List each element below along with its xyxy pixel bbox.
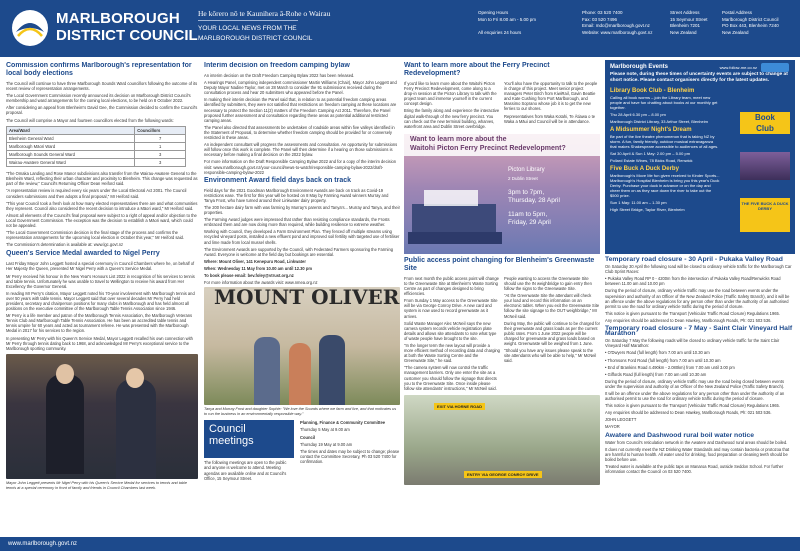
opening-hours-block bbox=[478, 10, 536, 36]
events-website-link[interactable]: www.follow-me.co.nz bbox=[719, 65, 757, 70]
banner-title-line1: Want to learn more about the bbox=[410, 135, 507, 143]
notice-paragraph: During the period of closure, ordinary vehicle traffic may use the road between events under the supervision and authority of an Officer of the New Zealand Police (Traffic Safety Branch), and it will be an offence under the above regulations for any person other than under the authority of an authorised permit to use the road for ordinary vehicle traffic during the period of closure. bbox=[605, 288, 790, 309]
book-club-badge: Book Club bbox=[740, 112, 790, 134]
article-paragraph: The 200 hectare dairy farm with was farming by Murray's parents and Tanya's... Murray and Tanya, and their properties. bbox=[204, 204, 400, 216]
article-title-environment-awards: Environment Award field days back on track bbox=[204, 176, 352, 184]
street-address-block bbox=[670, 10, 708, 36]
photo-caption: Tanya and Murray Frost and daughter Sophie: "We love the Sounds where we farm and live, and that motivates us to run the business in an environmentally responsible way." bbox=[204, 407, 397, 417]
mount-oliver-sign: MOUNT OLIVER bbox=[214, 287, 400, 310]
brand-name-line2: DISTRICT COUNCIL bbox=[56, 27, 198, 44]
awards-info-link[interactable]: For more information about the awards visit: www.nmea.org.nz bbox=[204, 280, 318, 286]
article-paragraph: If you'd like to learn more about the Waitohi Picton Ferry Precinct Redevelopment, come along to a drop-in session at the Picton Library to talk with the project team and immerse yourself in the current concept design. bbox=[404, 81, 497, 107]
article-paragraph: Mr Perry is a life member and patron of the Marlborough Tennis Association, the Marlborough Veterans Tennis Club and Marlborough Table Tennis Association. He has been an accredited table tennis and tennis umpire for 60 years and acted as tournament referee. He was presented with the Marlborough Medal in 2017 for his services to the region. bbox=[6, 313, 193, 334]
column-road-notices bbox=[605, 254, 795, 534]
article-paragraph: The Commission's determination is available at: www.lgc.govt.nz bbox=[6, 242, 124, 248]
article-paragraph: "The camera system will now control the traffic management barriers. Only one enter the site as a customer you should follow the signage that directs you to the Greenwaste Site. Once inside please follow site attendants' instructions," Mr McNeil said. bbox=[404, 365, 497, 391]
notice-paragraph: It will be an offence under the above regulations for any person other than under the authority of an authorised permit to use the road for ordinary vehicle traffic during the period of closure. bbox=[605, 390, 785, 402]
meetings-intro: The following meetings are open to the public and anyone is welcome to attend. Meeting agendas are available online and at Council's Office, 15 Seymour Street. bbox=[204, 460, 287, 481]
notice-paragraph: • Giffords Road (full length) from 7.00 am until 10.30 am bbox=[605, 371, 707, 377]
banner-date: Thursday, 28 April bbox=[508, 196, 560, 204]
entry-sign: ENTRY VIA GEORGE CONROY DRIVE bbox=[464, 471, 542, 478]
event-when: Thu 28 April 6.30 pm – 8.00 pm bbox=[610, 111, 666, 117]
banner-title-line2: Waitohi Picton Ferry Precinct Redevelopment? bbox=[410, 144, 566, 152]
event-title: Library Book Club - Blenheim bbox=[610, 87, 695, 94]
article-paragraph: From next month the public access point will change to the Greenwaste Site at Blenheim's Waste Sorting Centre as part of changes designed to bring efficiencies. bbox=[404, 275, 499, 297]
event-title: A Midsummer Night's Dream bbox=[610, 126, 692, 133]
notice-paragraph: Treated water is available at the public taps on Manaroa Road, outside Seddon School. For further information contact the Council on 03 520 7400. bbox=[605, 464, 784, 475]
postal-line1: Marlborough District Council bbox=[722, 16, 779, 22]
article-paragraph: An independent consultant will progress the assessments and consultation. An opportunity for submissions will follow once this work is complete. The Panel will then determine if a hearing on those submissions is necessary before making a final decision on the 2022 bylaw. bbox=[204, 142, 398, 158]
event-where: High Street Bridge, Taylor River, Blenheim bbox=[610, 206, 685, 212]
article-paragraph: The Panel also directed that assessments be undertaken of roadside areas within five valleys identified in the Statement of Proposal, to determine whether freedom camping should be provided for or conversely restricted in these areas. bbox=[204, 124, 395, 141]
article-paragraph: Mr Perry received his honour in the New Year's Honours List 2022 in recognition of his services to tennis and table tennis. Unfortunately he was unable to travel to Wellington to receive his award from Her Excellency the Governor General. bbox=[6, 273, 195, 289]
footer-bar bbox=[0, 537, 800, 551]
article-paragraph: An interim decision on the Draft Freedom Camping Bylaw 2022 has been released. bbox=[204, 73, 355, 78]
notice-signature-title: MAYOR bbox=[605, 424, 620, 430]
field-day-where: Where: Mount Oliver, 141 Kenepuru Road, Linkwater bbox=[204, 258, 306, 264]
exit-sign: EXIT VIA HORNE ROAD bbox=[434, 403, 485, 410]
postal-line3: New Zealand bbox=[722, 29, 749, 35]
article-paragraph: You'll also have the opportunity to talk to the people in charge of this project. Meet senior project managers Peter Birch from KiwiRail, Gavin Beattie and Kate Cushing from Port Marlborough, and Massimo Soprano whose job it is to get the new ferries to our shores. bbox=[504, 81, 598, 112]
your-local-news-line2: MARLBOROUGH DISTRICT COUNCIL bbox=[198, 35, 313, 42]
notice-paragraph: Any enquiries should be addressed to Dean Hawkey, Marlborough Roads, Ph: 021 503 536. bbox=[605, 410, 772, 416]
notice-title-pukaka: Temporary road closure - 30 April - Pukaka Valley Road bbox=[605, 256, 783, 263]
article-paragraph: After considering an appeal from Blenheim's David Gee, the Commission decided to confirm the Council's proposal. bbox=[6, 105, 198, 116]
notice-paragraph: • Pukaka Valley Road RP 0 - 4200m from the intersection of Pukaka Valley Road/Renwicks Road between 11.00 am and 10.00 pm bbox=[605, 276, 781, 287]
article-paragraph: The Farming Award judges were impressed that rather than resisting compliance standards, the Frosts embraced them and are now doing more than required, while building resilience to extreme weather. bbox=[204, 217, 390, 228]
event-title: Five Buck A Duck Derby bbox=[610, 165, 679, 172]
table-row: Blenheim General Ward 7 bbox=[7, 134, 186, 142]
meeting-title: Planning, Finance & Community Committee bbox=[300, 420, 386, 426]
article-paragraph: From Sunday 1 May access to the Greenwaste Site will be via George Conroy Drive. A new card and system is now used to record greenwaste as it arrives. bbox=[404, 298, 498, 319]
website-link[interactable]: Website: www.marlborough.govt.nz bbox=[582, 29, 653, 35]
event-when: Sat 30 April & Sun 1 May: 2.00 pm – 5.00 pm bbox=[610, 150, 691, 156]
article-paragraph: Solid Waste Manager Alec McNeil says the new camera system records vehicle registration plate details and allows site attendants to note what type of waste people have brought to the site. bbox=[404, 320, 497, 341]
notice-paragraph: Any enquiries should be addressed to Dean Hawkey, Marlborough Roads, Ph: 021 503 536. bbox=[605, 317, 772, 323]
qsm-ceremony-photo bbox=[6, 354, 198, 479]
phone-number: Phone: 03 520 7400 bbox=[582, 10, 623, 15]
article-paragraph: The Council will continue to have three Marlborough Sounds Ward councillors following the outcome of its recent review of representation arrangements. bbox=[6, 81, 198, 92]
article-paragraph: The Environment Awards are supported by the Council, with Federated Farmers sponsoring the Farming Award. Everyone is welcome at the field day but bookings are essential. bbox=[204, 246, 394, 257]
banner-venue-address: 2 Dublin Street bbox=[508, 175, 538, 181]
theatre-photo bbox=[740, 152, 790, 180]
article-paragraph: Field days for the 2021 Goodman Marlborough Environment Awards are back on track as Covid-19 restrictions ease. The first for this year will be hosted on 8 May by Farming Award winners Murray and Tanya Frost, who have turned around their Linkwater dairy property. bbox=[204, 187, 389, 203]
meeting-date: Thursday 5 May at 9.00 am bbox=[300, 427, 350, 433]
field-day-when: When: Wednesday 11 May from 10.00 am until 12.30 pm bbox=[204, 265, 312, 271]
article-paragraph: The Council will comprise a Mayor and fourteen councillors elected from the following wards: bbox=[6, 117, 174, 123]
notice-paragraph: It does not currently meet the NZ Drinking Water Standards and may contain bacteria or protozoa that are harmful to human health. All water used for drinking, food preparation or cleaning teeth should be boiled before use. bbox=[605, 446, 790, 462]
notice-paragraph: On Saturday 30 April the following road will be closed to ordinary vehicle traffic for the Marlborough Car Club Sprint Races: bbox=[605, 264, 792, 275]
events-heading: Marlborough Events bbox=[610, 64, 669, 70]
opening-hours-value: Mon to Fri 8.00 am - 5.00 pm bbox=[478, 16, 537, 22]
event-where: Pollard Estate Wines, 78 Bicks Road, Renwick bbox=[610, 157, 693, 163]
street-line2: Blenheim 7201 bbox=[670, 23, 701, 29]
article-paragraph: "In the longer term the new layout will provide a more efficient method of recording data and charging at both the Waste Sorting Centre and the Greenwaste Site," he said. bbox=[404, 342, 500, 364]
frost-family-photo bbox=[204, 287, 400, 405]
column-representation bbox=[6, 62, 198, 534]
your-local-news-line1: YOUR LOCAL NEWS FROM THE bbox=[198, 25, 297, 32]
banner-time: 11am to 5pm, bbox=[508, 210, 548, 218]
meeting-title: Council bbox=[300, 434, 316, 440]
booking-email-link[interactable]: To book please email: bev.foley@vtrust.org.nz bbox=[204, 273, 294, 278]
greenwaste-signs-photo bbox=[404, 395, 600, 485]
header-divider bbox=[198, 20, 298, 21]
table-row: Marlborough Sounds General Ward 3 bbox=[7, 150, 186, 158]
event-description: Marlborough's Move Me fun given received to Kinder Sports... Marlborough's Hospital Blenheim is bring you this year's Duck Derby. Purchase your duck in advance or on the day and cheer them on as they race down the river to take out the $500 prize. bbox=[610, 172, 720, 198]
article-paragraph: Almost all elements of the Council's final proposal were subject to a right of appeal and/or objection to the Local Government Commission. The exception was the decision to establish a Māori ward, which could not be appealed. bbox=[6, 212, 197, 228]
article-title-ferry: Want to learn more about the Ferry Precinct Redevelopment? bbox=[404, 62, 550, 77]
article-title-representation: Commission confirms Marlborough's representation for local body elections bbox=[6, 62, 192, 77]
fax-number: Fax: 03 520 7496 bbox=[582, 16, 618, 22]
meeting-date: Thursday 19 May at 9.00 am bbox=[300, 441, 353, 447]
postal-address-block bbox=[722, 10, 779, 36]
event-description: Calling all book worms – join the Library team, meet new people and have fun chatting about books at our monthly get together. bbox=[610, 94, 718, 110]
banner-date: Friday, 29 April bbox=[508, 218, 551, 226]
postal-label: Postal Address bbox=[722, 10, 753, 15]
email-link[interactable]: Email: mdc@marlborough.govt.nz bbox=[582, 23, 650, 29]
event-where: Marlborough District Library, 33 Arthur Street, Blenheim bbox=[610, 118, 708, 124]
banner-venue: Picton Library bbox=[508, 166, 545, 173]
council-logo-icon bbox=[10, 8, 50, 48]
header-banner bbox=[0, 0, 800, 57]
article-paragraph: "This year Council took a fresh look at how many elected representatives there are and what communities they represent. Council also considered the recent decision to introduce a Māori ward," Mr Heiford said. bbox=[6, 200, 198, 211]
article-title-greenwaste: Public access point changing for Blenheim's Greenwaste Site bbox=[404, 256, 595, 272]
article-title-camping: Interim decision on freedom camping bylaw bbox=[204, 62, 350, 69]
events-note: Please note, during these times of uncertainty events are subject to change at short notice. Please contact organisers directly for the latest updates. bbox=[610, 72, 788, 83]
article-paragraph: "The Local Government Commission decision is the final stage of the process and confirms the representation arrangements for the upcoming local election in October this year," Mr Heiford said. bbox=[6, 230, 185, 241]
camping-info-link[interactable]: For more information on the Draft Responsible Camping Bylaw 2022 and for a copy of the interim decision visit: www.marlborough.govt.nz/your-council/news-to-watch/responsible-camping-bylaw-2022/draft-responsible-camping-bylaw-2022 bbox=[204, 159, 397, 175]
notice-paragraph: • End of Brankins Road 4.490km - 2.080km) from 7.00 am until 3.00 pm bbox=[605, 364, 735, 370]
article-paragraph: During May, the public will continue to be charged for their greenwaste and grass loads as per the current public rates. From 1 June 2022 people will be charged for greenwaste and grass loads based on weight. Greenwaste will be weighed from 1 June. bbox=[504, 320, 600, 346]
notice-title-marathon: Temporary road closure - 7 May - Saint Clair Vineyard Half Marathon bbox=[605, 325, 793, 338]
notice-title-boil-water: Awatere and Dashwood rural boil water notice bbox=[605, 431, 755, 439]
article-paragraph: People wanting to access the Greenwaste Site should use the IN weighbridge to gain entry then follow the signs to the Greenwaste Site. bbox=[504, 275, 592, 292]
article-paragraph: "Should you have any issues please speak to the site attendants who will be able to help," Mr McNeil said. bbox=[504, 348, 597, 364]
street-line1: 15 Seymour Street bbox=[670, 16, 708, 22]
table-row: Wairau-Awatere General Ward 3 bbox=[7, 159, 186, 167]
notice-paragraph: This notice is given pursuant to the Transport (Vehicular Traffic Road Closure) Regulations 1965. bbox=[605, 310, 780, 316]
notice-signature: JOHN LEGGETT bbox=[605, 417, 637, 423]
council-meetings-box bbox=[204, 420, 400, 482]
duck-derby-poster: THE FIVE BUCK A DUCK DERBY bbox=[740, 198, 790, 232]
article-paragraph: In making their interim decision the Panel said that, in relation to as potential freedom camping areas identified by submitters, they were not satisfied that restrictions on freedom camping at these locations are necessary to protect the Section 11(2) matters of the Freedom Camping Act 2011. Therefore, the Panel proposed further assessment and consultation regarding these areas as potential additional restricted camping areas. bbox=[204, 97, 397, 123]
notice-paragraph: During the period of closure, ordinary vehicle traffic may use the road being closed between events under the supervision and authority of an Officer of the New Zealand Police (Traffic Safety Branch). bbox=[605, 378, 785, 389]
notice-paragraph: • Thomsons Ford Road (full length) from 7.00 am until 10.30 am bbox=[605, 357, 721, 363]
article-paragraph: Last Friday Mayor John Leggett hosted a special ceremony in Council Chambers where he, on behalf of Her Majesty the Queen, presented Mr Nigel Perry with a Queen's Service Medal. bbox=[6, 261, 195, 272]
street-label: Street Address bbox=[670, 10, 700, 15]
article-paragraph: "The Omaka Landing and Rose Manor subdivisions also transfer from the Wairau-Awatere General to the Blenheim Ward, reflecting their urban character and proximity to Blenheim. This change was requested as part of the review," Council's Returning Officer Dean Heiford said. bbox=[6, 171, 198, 187]
brand-name-line1: MARLBOROUGH bbox=[56, 10, 180, 27]
opening-hours-label: Opening Hours bbox=[478, 10, 509, 15]
street-line3: New Zealand bbox=[670, 29, 697, 35]
council-meetings-banner: Council meetings bbox=[204, 420, 294, 458]
maori-tagline: He kōrero nō te Kaunihera ā-Rohe o Wairau bbox=[198, 9, 331, 18]
article-paragraph: A Hearings Panel, comprising independent commissioner Martin Williams (Chair), Mayor John Leggett and Deputy Mayor Nadine Taylor, met on 28 March to consider the 91 submissions received during the consultation process and hear 20 submitters who appeared before the Panel. bbox=[204, 80, 397, 96]
article-paragraph: Representatives from Waka Kotahi, Te Ātiawa o te Waka a Māui and Council will be in attendance. bbox=[504, 113, 596, 124]
column-ferry-greenwaste bbox=[404, 62, 600, 534]
table-row: Marlborough Māori Ward 1 bbox=[7, 142, 186, 150]
photo-caption: Mayor John Leggett presents Mr Nigel Perry with his Queen's Service Medal for services to tennis and table tennis at a special ceremony in front of family and friends in Council Chambers last week. bbox=[6, 480, 187, 490]
article-paragraph: In reading Mr Perry's citation, Mayor Leggett noted his 70-year involvement with Marlborough tennis and over 50 years with table tennis. Mayor Leggett said that over several decades Mr Perry had held president, secretary and chairperson positions for many clubs in Marlborough and has held almost all positions on the executive committee of the Marlborough Table Tennis Association since 1946. bbox=[6, 290, 195, 312]
enquiries-note: All enquiries 24 hours bbox=[478, 29, 522, 35]
ferry-event-banner bbox=[404, 134, 600, 254]
postal-line2: PO Box 443, Blenheim 7240 bbox=[722, 23, 779, 29]
table-header: Area/Ward bbox=[7, 126, 135, 134]
article-paragraph: Working with Council, they developed a Farm Environment Plan. They fenced off multiple streams using recycled vineyard posts, installed a new effluent pond and improved soil fertility with targeted use of fertiliser and lime made from local mussel shells. bbox=[204, 229, 400, 245]
notice-paragraph: On Saturday 7 May the following roads will be closed to ordinary vehicle traffic for the Saint Clair Vineyard Half Marathon: bbox=[605, 338, 780, 349]
notice-paragraph: Water from Council's reticulation network in the Awatere and Dashwood rural areas should be boiled. bbox=[605, 439, 788, 445]
banner-time: 3pm to 7pm, bbox=[508, 188, 545, 196]
article-paragraph: The Local Government Commission recently announced its decision on Marlborough District Council's membership and ward arrangements for the coming local elections, to be held on 8 October 2022. bbox=[6, 93, 191, 104]
notice-paragraph: • O'Dwyers Road (full length) from 7.00 am until 10.30 am bbox=[605, 350, 710, 356]
article-title-qsm: Queen's Service Medal awarded to Nigel Perry bbox=[6, 250, 160, 258]
article-paragraph: "A representation review is required every six years under the Local Electoral Act 2001. The Council considers submissions and then adopts a final proposal," Mr Heiford said. bbox=[6, 188, 187, 199]
table-header: Councillors bbox=[135, 126, 186, 134]
event-description: Be part of the live theatre phenomenon that is taking NZ by storm. A fun, family friendly, outdoor musical extravaganza that makes Shakespeare accessible to audiences of all ages. bbox=[610, 133, 719, 149]
article-paragraph: Bring the family along and experience the interactive digital walk-through of the new ferry precinct. You can check out the new terminal building, wharves, waterfront area and Dublin Street overbridge. bbox=[404, 108, 500, 129]
follow-me-logo-icon bbox=[761, 63, 789, 72]
marlborough-events-panel bbox=[605, 60, 795, 254]
ferry-illustration-icon bbox=[408, 174, 502, 244]
article-paragraph: "At the Greenwaste Site the attendant will check your load and record this information on an electronic tablet. When you exit the Greenwaste Site follow the site signage to the OUT weighbridge," Mr McNeil said. bbox=[504, 293, 600, 319]
footer-website-link[interactable]: www.marlborough.govt.nz bbox=[8, 541, 78, 547]
meeting-change-note: The times and dates may be subject to change; please contact the Committee Secretary, Ph 03 520 7400 for confirmation. bbox=[300, 448, 400, 464]
notice-paragraph: This notice is given pursuant to the Transport (Vehicular Traffic Road Closure) Regulations 1965. bbox=[605, 403, 780, 409]
ward-table bbox=[6, 126, 186, 167]
column-camping-awards bbox=[204, 62, 400, 534]
article-paragraph: In presenting Mr Perry with his Queen's Service Medal, Mayor Leggett recalled his own connection with Mr Perry through tennis dating back to 1968, and acknowledged Mr Perry's exceptional service to the Marlborough sporting community. bbox=[6, 335, 193, 351]
event-when: Sun 1 May: 11.00 am – 1.30 pm bbox=[610, 199, 667, 205]
contact-block bbox=[582, 10, 652, 36]
